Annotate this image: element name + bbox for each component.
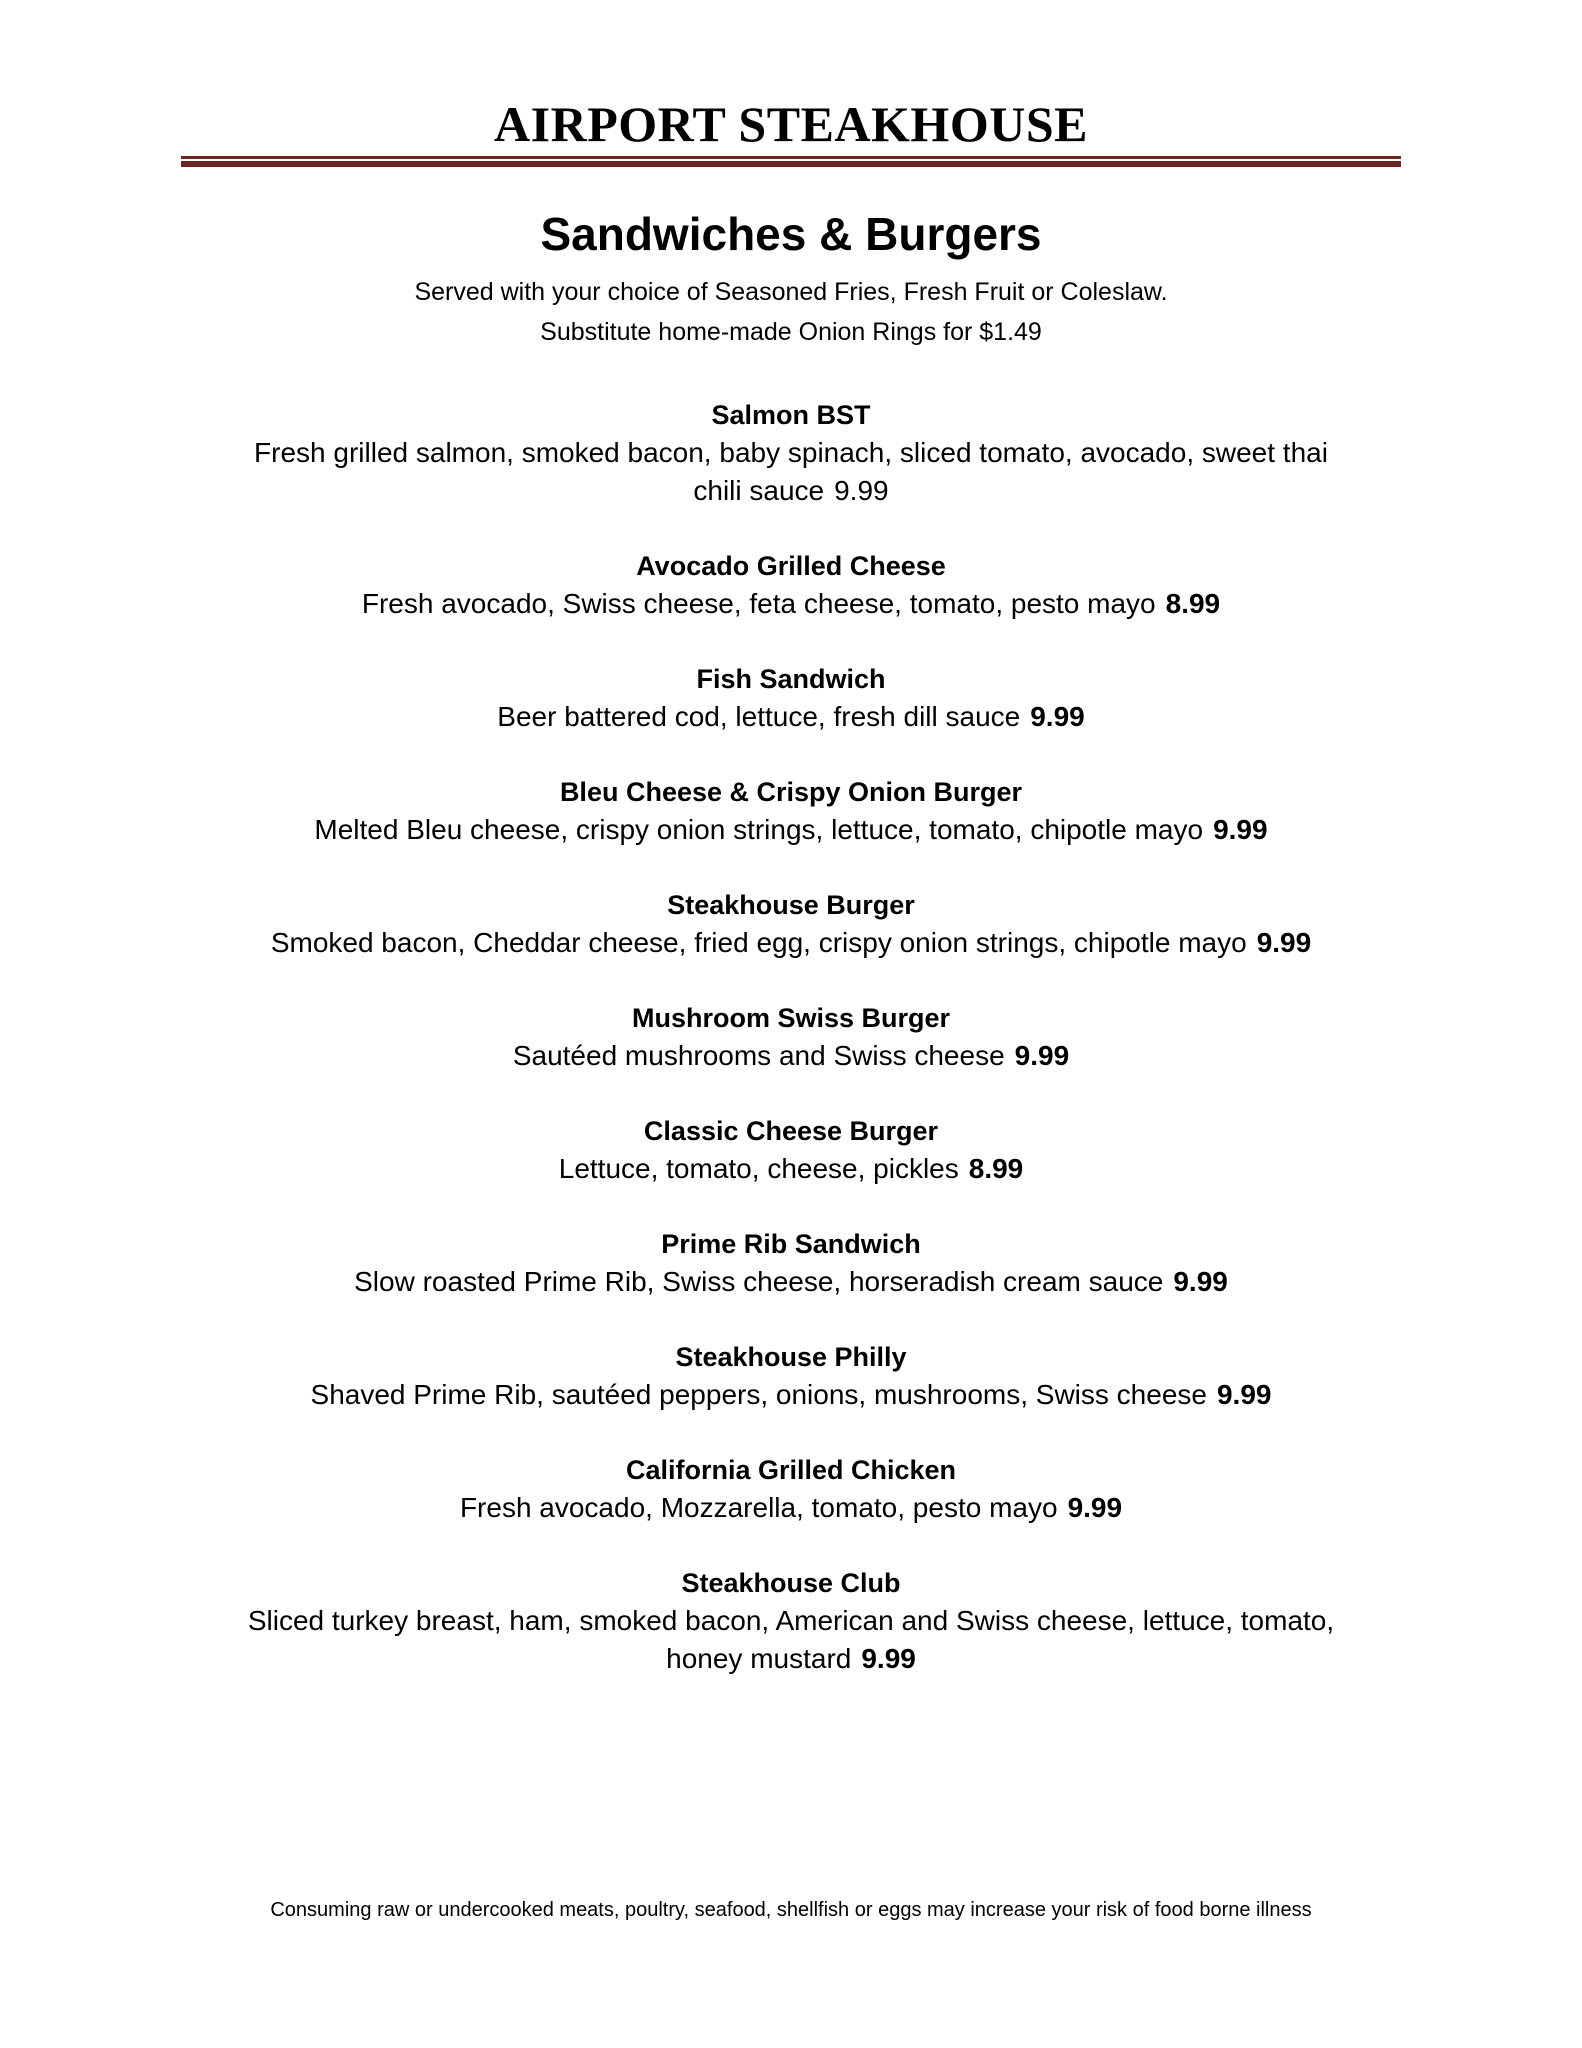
title-divider-thin-line: [181, 156, 1401, 159]
menu-item-description: Sliced turkey breast, ham, smoked bacon, American and Swiss cheese, lettuce, tomato, honey mustard: [247, 1605, 1335, 1674]
menu-item-name: Mushroom Swiss Burger: [631, 1003, 951, 1033]
menu-item: [0, 1564, 1582, 1678]
menu-item-description: Sautéed mushrooms and Swiss cheese: [512, 1040, 1005, 1071]
menu-item-description: Smoked bacon, Cheddar cheese, fried egg, crispy onion strings, chipotle mayo: [270, 927, 1247, 958]
menu-item: [0, 396, 1582, 510]
menu-item-price: 8.99: [1165, 588, 1221, 619]
menu-item: [0, 1451, 1582, 1527]
menu-item-price: 9.99: [1213, 814, 1268, 845]
menu-item-name: Steakhouse Club: [681, 1568, 901, 1598]
section-title: Sandwiches & Burgers: [540, 208, 1042, 260]
menu-item-price: 9.99: [1067, 1492, 1123, 1523]
menu-item-description: Fresh avocado, Swiss cheese, feta cheese, tomato, pesto mayo: [361, 588, 1156, 619]
menu-item-name: Avocado Grilled Cheese: [636, 551, 946, 581]
menu-item-price: 9.99: [1030, 701, 1085, 732]
menu-item-name: Steakhouse Burger: [667, 890, 915, 920]
menu-item-name: Salmon BST: [711, 400, 871, 430]
menu-item-price: 9.99: [861, 1643, 916, 1674]
menu-item-description-line: [0, 1489, 1582, 1527]
menu-item: [0, 1338, 1582, 1414]
menu-item-description-line: [0, 1376, 1582, 1414]
menu-item-description-line: [0, 1602, 1582, 1678]
menu-item-description-line: [0, 585, 1582, 623]
food-safety-disclaimer: Consuming raw or undercooked meats, poultry, seafood, shellfish or eggs may increase your risk of food borne illness: [270, 1899, 1312, 1921]
menu-item-description-line: [0, 698, 1582, 736]
menu-item: [0, 660, 1582, 736]
menu-item-price: 9.99: [1216, 1379, 1272, 1410]
menu-item-description: Fresh grilled salmon, smoked bacon, baby spinach, sliced tomato, avocado, sweet thai chili sauce: [254, 437, 1328, 506]
menu-item-price: 9.99: [1014, 1040, 1070, 1071]
menu-item: [0, 999, 1582, 1075]
menu-item-description-line: [0, 811, 1582, 849]
menu-item-description: Beer battered cod, lettuce, fresh dill sauce: [497, 701, 1021, 732]
menu-item-name: Bleu Cheese & Crispy Onion Burger: [559, 777, 1023, 807]
menu-item-description-line: [0, 924, 1582, 962]
menu-item-description: Fresh avocado, Mozzarella, tomato, pesto mayo: [459, 1492, 1058, 1523]
menu-item-price: 9.99: [1256, 927, 1312, 958]
menu-item-description-line: [0, 1150, 1582, 1188]
menu-item-name: Fish Sandwich: [696, 664, 886, 694]
menu-item-description-line: [0, 1037, 1582, 1075]
title-divider: [181, 156, 1401, 170]
menu-item-description: Slow roasted Prime Rib, Swiss cheese, horseradish cream sauce: [354, 1266, 1164, 1297]
menu-item-name: California Grilled Chicken: [625, 1455, 957, 1485]
menu-item-description-line: [0, 434, 1582, 510]
restaurant-title: AIRPORT STEAKHOUSE: [494, 96, 1088, 152]
menu-item-description-line: [0, 1263, 1582, 1301]
menu-item: [0, 773, 1582, 849]
menu-item-name: Steakhouse Philly: [675, 1342, 907, 1372]
menu-item-name: Classic Cheese Burger: [643, 1116, 939, 1146]
menu-item-name: Prime Rib Sandwich: [661, 1229, 921, 1259]
menu-item-price: 9.99: [1173, 1266, 1228, 1297]
menu-item-list: [0, 396, 1582, 1715]
menu-item-price: 9.99: [834, 475, 889, 506]
menu-item-description: Shaved Prime Rib, sautéed peppers, onions, mushrooms, Swiss cheese: [310, 1379, 1207, 1410]
menu-item: [0, 886, 1582, 962]
menu-item-description: Lettuce, tomato, cheese, pickles: [558, 1153, 959, 1184]
menu-item: [0, 547, 1582, 623]
section-note-substitution: Substitute home-made Onion Rings for $1.49: [540, 318, 1042, 346]
section-note-sides: Served with your choice of Seasoned Fries, Fresh Fruit or Coleslaw.: [414, 278, 1168, 306]
title-divider-thick-line: [181, 161, 1401, 167]
menu-item: [0, 1112, 1582, 1188]
menu-item-description: Melted Bleu cheese, crispy onion strings, lettuce, tomato, chipotle mayo: [314, 814, 1204, 845]
menu-item: [0, 1225, 1582, 1301]
menu-item-price: 8.99: [968, 1153, 1024, 1184]
